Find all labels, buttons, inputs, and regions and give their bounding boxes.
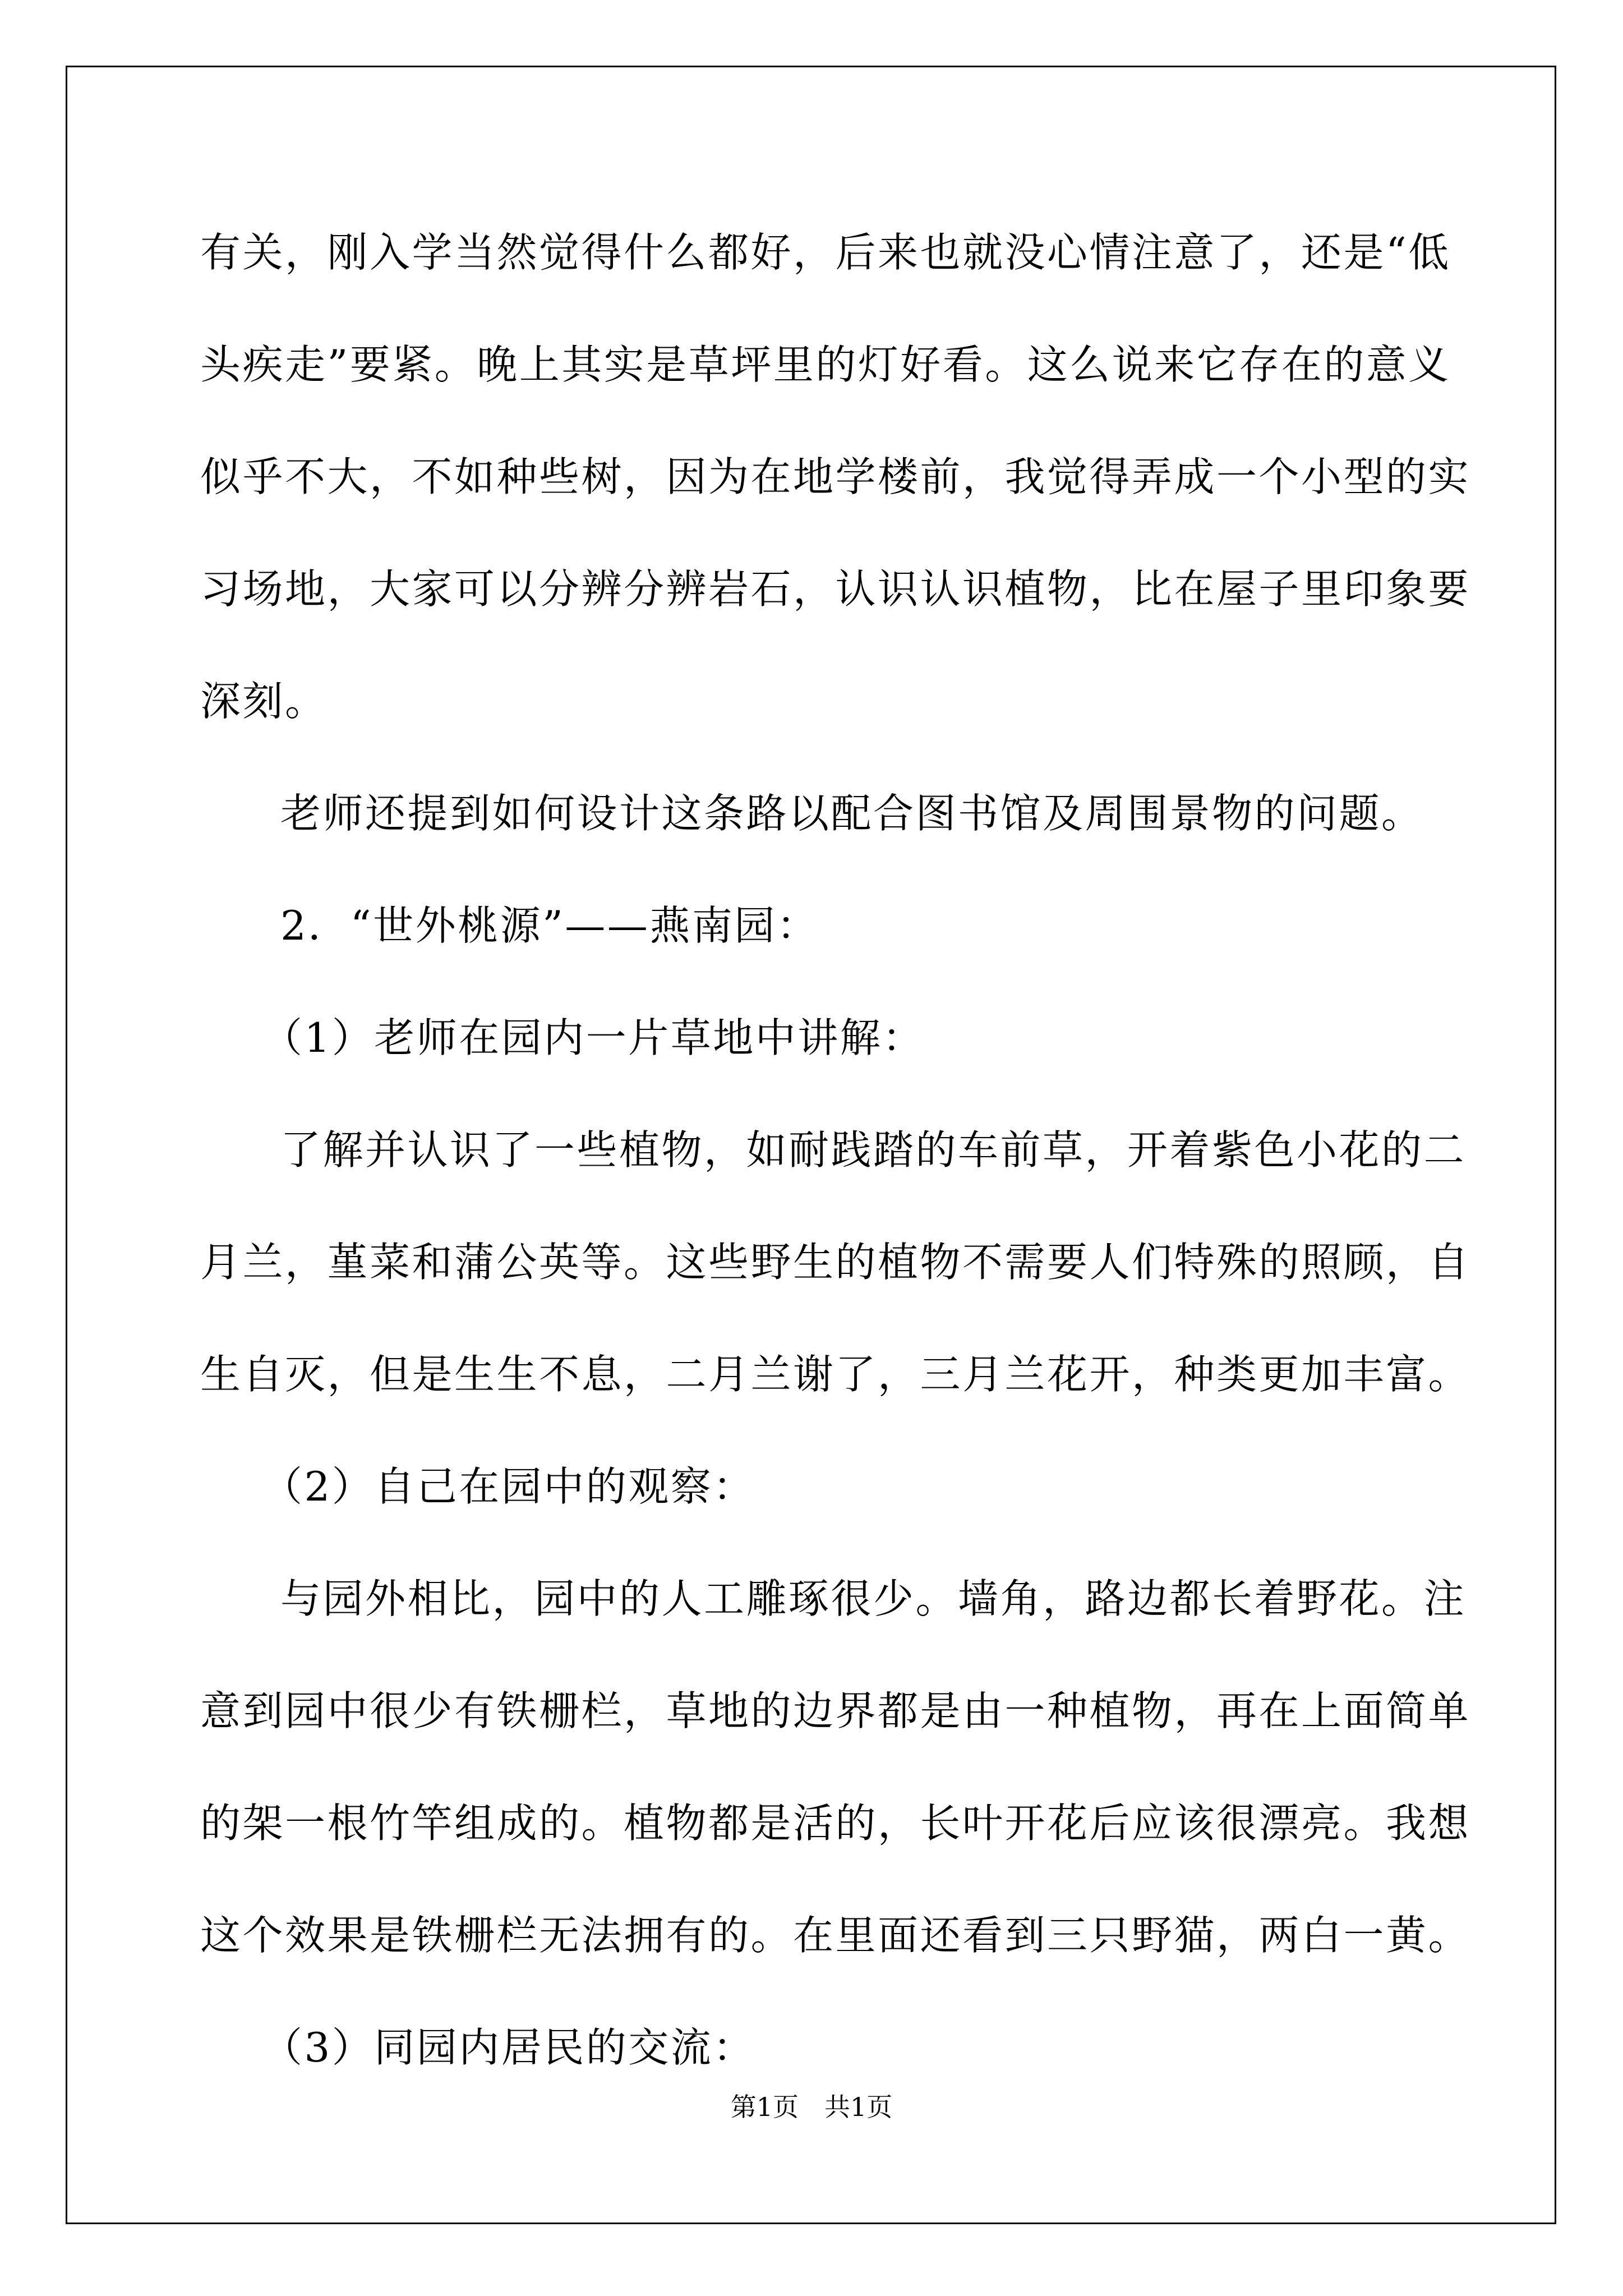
page-number: 第1页 共1页 xyxy=(730,2092,893,2122)
paragraph-line: 意到园中很少有铁栅栏，草地的边界都是由一种植物，再在上面简单 xyxy=(200,1687,1471,1734)
paragraph-line: 这个效果是铁栅栏无法拥有的。在里面还看到三只野猫，两白一黄。 xyxy=(200,1912,1471,1959)
paragraph-line: 的架一根竹竿组成的。植物都是活的，长叶开花后应该很漂亮。我想 xyxy=(200,1800,1471,1847)
paragraph-line: 头疾走”要紧。晚上其实是草坪里的灯好看。这么说来它存在的意义 xyxy=(200,341,1451,388)
paragraph-line: 与园外相比，园中的人工雕琢很少。墙角，路边都长着野花。注 xyxy=(280,1575,1467,1622)
section-heading: 2．“世外桃源”——燕南园： xyxy=(280,902,819,949)
document-body xyxy=(200,196,1471,2104)
subsection-heading: （1）老师在园内一片草地中讲解： xyxy=(262,1014,925,1061)
subsection-heading: （2）自己在园中的观察： xyxy=(262,1463,755,1510)
paragraph-line: 似乎不大，不如种些树，因为在地学楼前，我觉得弄成一个小型的实 xyxy=(200,453,1471,500)
paragraph-line: 深刻。 xyxy=(200,678,328,725)
subsection-heading: （3）同园内居民的交流： xyxy=(262,2024,755,2071)
paragraph-line: 了解并认识了一些植物，如耐践踏的车前草，开着紫色小花的二 xyxy=(280,1126,1467,1174)
paragraph-line: 生自灭，但是生生不息，二月兰谢了，三月兰花开，种类更加丰富。 xyxy=(200,1351,1471,1398)
paragraph-line: 月兰，堇菜和蒲公英等。这些野生的植物不需要人们特殊的照顾，自 xyxy=(200,1239,1471,1286)
paragraph-line: 老师还提到如何设计这条路以配合图书馆及周围景物的问题。 xyxy=(280,790,1424,837)
paragraph-line: 有关，刚入学当然觉得什么都好，后来也就没心情注意了，还是“低 xyxy=(200,229,1451,276)
paragraph-line: 习场地，大家可以分辨分辨岩石，认识认识植物，比在屋子里印象要 xyxy=(200,565,1471,613)
